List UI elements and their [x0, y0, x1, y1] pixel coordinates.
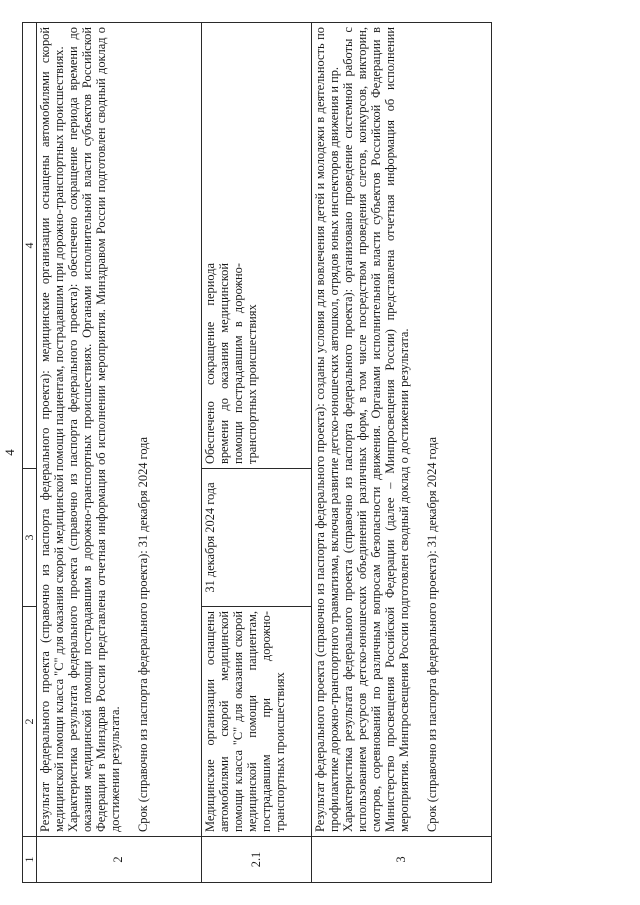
row-number: 3: [312, 837, 492, 883]
subresult-name: [202, 607, 312, 837]
table-row-3: [312, 23, 492, 883]
subresult-text: Медицинские организации оснащены автомобилями скорой медицинской помощи класса "С" для оказания скорой медицинской помощи пациентам, пострадавшим при дорожно-транспортных происшествиях: [203, 611, 287, 832]
table-row-2-1: [202, 23, 312, 883]
result-description: [37, 23, 202, 837]
page-number: 4: [2, 449, 17, 456]
row-number: 2: [37, 837, 202, 883]
results-table: [22, 22, 492, 883]
table-row-2: [37, 23, 202, 883]
result-paragraph: Результат федерального проекта (справочно из паспорта федерального проекта): созданы условия для вовлечения детей и молодежи в деятельность по профилактике дорожно-транспортного травматизма, включая развитие детско-юношеских автошкол, отрядов юных инспекторов движения и пр.: [313, 27, 342, 832]
column-header-3: 3: [23, 469, 37, 607]
column-header-4: 4: [23, 23, 37, 469]
column-header-2: 2: [23, 607, 37, 837]
subresult-deadline-text: 31 декабря 2024 года: [203, 482, 218, 593]
subresult-characteristic: [202, 23, 312, 469]
table-header-row: [23, 23, 37, 883]
row-number: 2.1: [202, 837, 312, 883]
characteristic-paragraph: Характеристика результата федерального проекта (справочно из паспорта федерального проекта): организовано проведение системной работы с использованием ресурсов детско-юношеских объединений различных форм, в том числе посредством проведения слетов, конкурсов, викторин, смотров, соревнований по различным вопросам безопасности движения. Органами исполнительной власти субъектов Российской Федерации в Министерство просвещения Российской Федерации (далее – Минпросвещения России) представлена отчетная информация об исполнении мероприятия. Минпросвещения России подготовлен сводный доклад о достижении результата.: [341, 27, 411, 832]
column-header-1: 1: [23, 837, 37, 883]
subresult-characteristic-text: Обеспечено сокращение периода времени до оказания медицинской помощи пострадавшим в дорожно-транспортных происшествиях: [203, 262, 260, 464]
result-description: [312, 23, 492, 837]
characteristic-paragraph: Характеристика результата федерального проекта (справочно из паспорта федерального проекта): обеспечено сокращение периода времени до оказания медицинской помощи пострадавшим в дорожно-транспортных происшествиях. Органами исполнительной власти субъектов Российской Федерации в Минздрав России представлена отчетная информация об исполнении мероприятия. Минздравом России подготовлен сводный доклад о достижении результата.: [66, 27, 122, 832]
subresult-deadline: [202, 469, 312, 607]
deadline-paragraph: Срок (справочно из паспорта федерального проекта): 31 декабря 2024 года: [135, 437, 150, 832]
deadline-paragraph: Срок (справочно из паспорта федерального проекта): 31 декабря 2024 года: [424, 437, 439, 832]
result-paragraph: Результат федерального проекта (справочно из паспорта федерального проекта): медицинские организации оснащены автомобилями скорой медицинской помощи класса "С" для оказания скорой медицинской помощи пациентам, пострадавшим при дорожно-транспортных происшествиях.: [38, 27, 67, 832]
